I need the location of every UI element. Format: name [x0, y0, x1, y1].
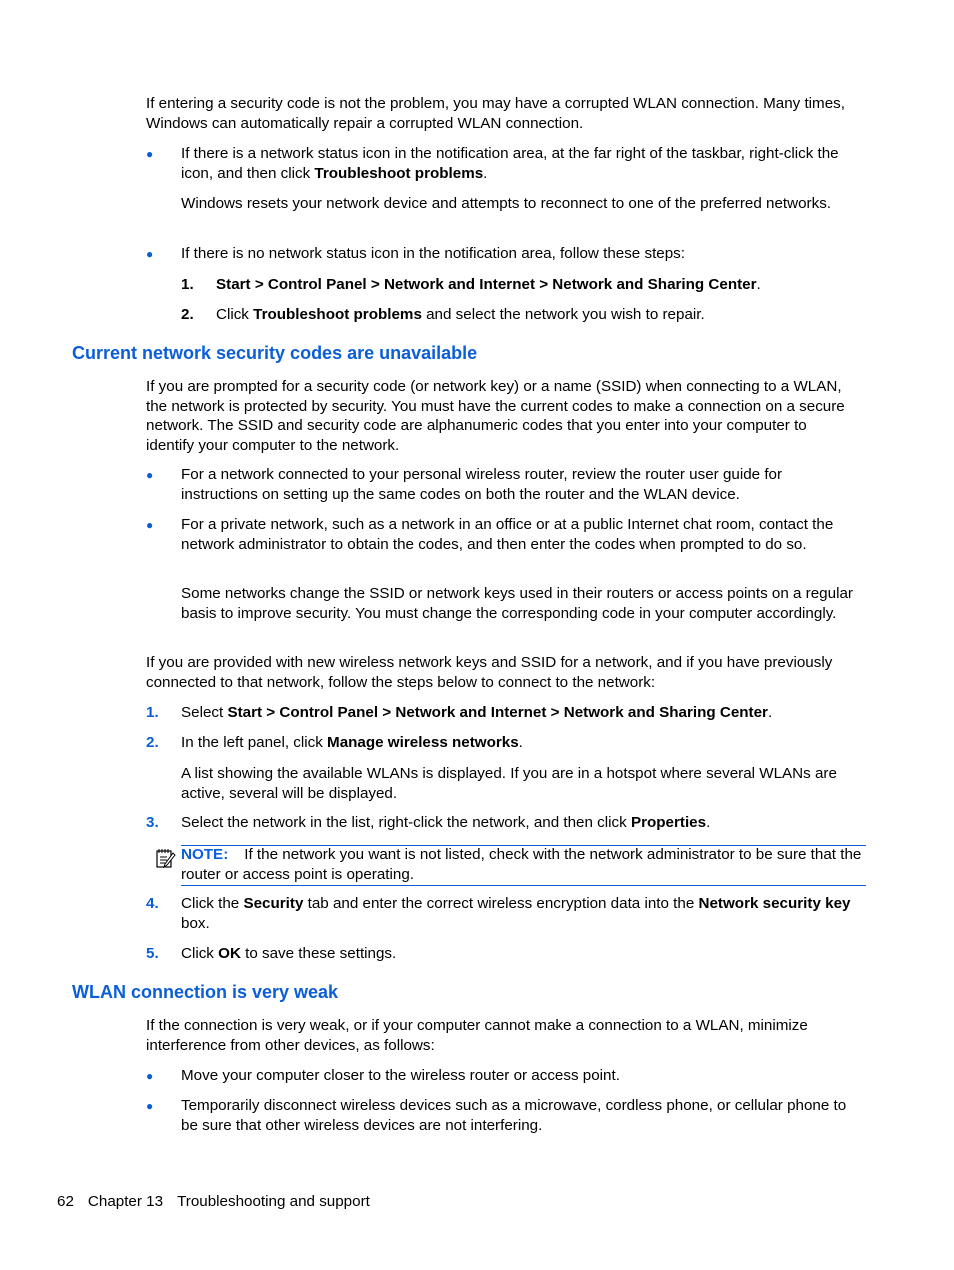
bullet-marker: ●: [146, 468, 154, 482]
step-item: Click the Security tab and enter the correct wireless encryption data into the Network security key box.: [181, 895, 851, 932]
step-number: 4.: [146, 895, 159, 912]
section-heading: WLAN connection is very weak: [72, 982, 339, 1002]
step-item: Start > Control Panel > Network and Internet > Network and Sharing Center.: [216, 276, 761, 293]
step-item: Select Start > Control Panel > Network and Internet > Network and Sharing Center.: [181, 704, 773, 721]
section-paragraph: If you are provided with new wireless network keys and SSID for a network, and if you have previously connected to that network, follow the steps below to connect to the network:: [146, 654, 833, 691]
note-pad-icon: [155, 847, 177, 869]
bullet-sub-paragraph: Windows resets your network device and attempts to reconnect to one of the preferred networks.: [181, 195, 832, 212]
chapter-title: Troubleshooting and support: [177, 1193, 370, 1210]
section-paragraph: If the connection is very weak, or if your computer cannot make a connection to a WLAN, minimize interference from other devices, as follows:: [146, 1017, 808, 1054]
note-box: [181, 845, 866, 886]
step-item: Click Troubleshoot problems and select the network you wish to repair.: [216, 306, 705, 323]
step-number: 2.: [181, 306, 194, 323]
step-number: 1.: [146, 704, 159, 721]
bullet-item: If there is no network status icon in the notification area, follow these steps:: [181, 245, 685, 262]
step-number: 1.: [181, 276, 194, 293]
step-item: Click OK to save these settings.: [181, 945, 397, 962]
step-number: 3.: [146, 814, 159, 831]
bullet-marker: ●: [146, 1099, 154, 1113]
bullet-marker: ●: [146, 147, 154, 161]
page-number: 62: [57, 1193, 74, 1210]
bullet-marker: ●: [146, 247, 154, 261]
step-number: 5.: [146, 945, 159, 962]
chapter-label: Chapter 13: [87, 1193, 164, 1210]
bullet-item: For a private network, such as a network in an office or at a public Internet chat room, contact the network administrator to obtain the codes, and then enter the codes when prompted to do so.: [181, 516, 834, 553]
step-item: Select the network in the list, right-click the network, and then click Properties.: [181, 814, 711, 831]
note-text: NOTE: If the network you want is not listed, check with the network administrator to be sure that the router or access point is operating.: [181, 846, 862, 883]
intro-paragraph: If entering a security code is not the problem, you may have a corrupted WLAN connection. Many times, Windows can automatically repair a corrupted WLAN connection.: [146, 95, 845, 132]
step-sub-paragraph: A list showing the available WLANs is displayed. If you are in a hotspot where several WLANs are active, several will be displayed.: [181, 765, 837, 802]
step-item: In the left panel, click Manage wireless networks.: [181, 734, 523, 751]
bullet-item: For a network connected to your personal wireless router, review the router user guide for instructions on setting up the same codes on both the router and the WLAN device.: [181, 466, 783, 503]
page-footer: [57, 1192, 370, 1212]
bullet-item: If there is a network status icon in the notification area, at the far right of the taskbar, right-click the icon, and then click Troubleshoot problems.: [181, 145, 839, 182]
bullet-marker: ●: [146, 1069, 154, 1083]
bullet-marker: ●: [146, 518, 154, 532]
bullet-item: Temporarily disconnect wireless devices such as a microwave, cordless phone, or cellular phone to be sure that other wireless devices are not interfering.: [181, 1097, 847, 1134]
note-label: NOTE:: [181, 846, 229, 863]
bullet-item: Move your computer closer to the wireless router or access point.: [181, 1067, 620, 1084]
step-number: 2.: [146, 734, 159, 751]
section-paragraph: If you are prompted for a security code (or network key) or a name (SSID) when connecting to a WLAN, the network is protected by security. You must have the current codes to make a connection on a secure network. The SSID and security code are alphanumeric codes that you enter into your computer to identify your computer to the network.: [146, 378, 845, 454]
bullet-sub-paragraph: Some networks change the SSID or network keys used in their routers or access points on a regular basis to improve security. You must change the corresponding code in your computer accordingly.: [181, 585, 853, 622]
section-heading: Current network security codes are unavailable: [72, 343, 478, 363]
